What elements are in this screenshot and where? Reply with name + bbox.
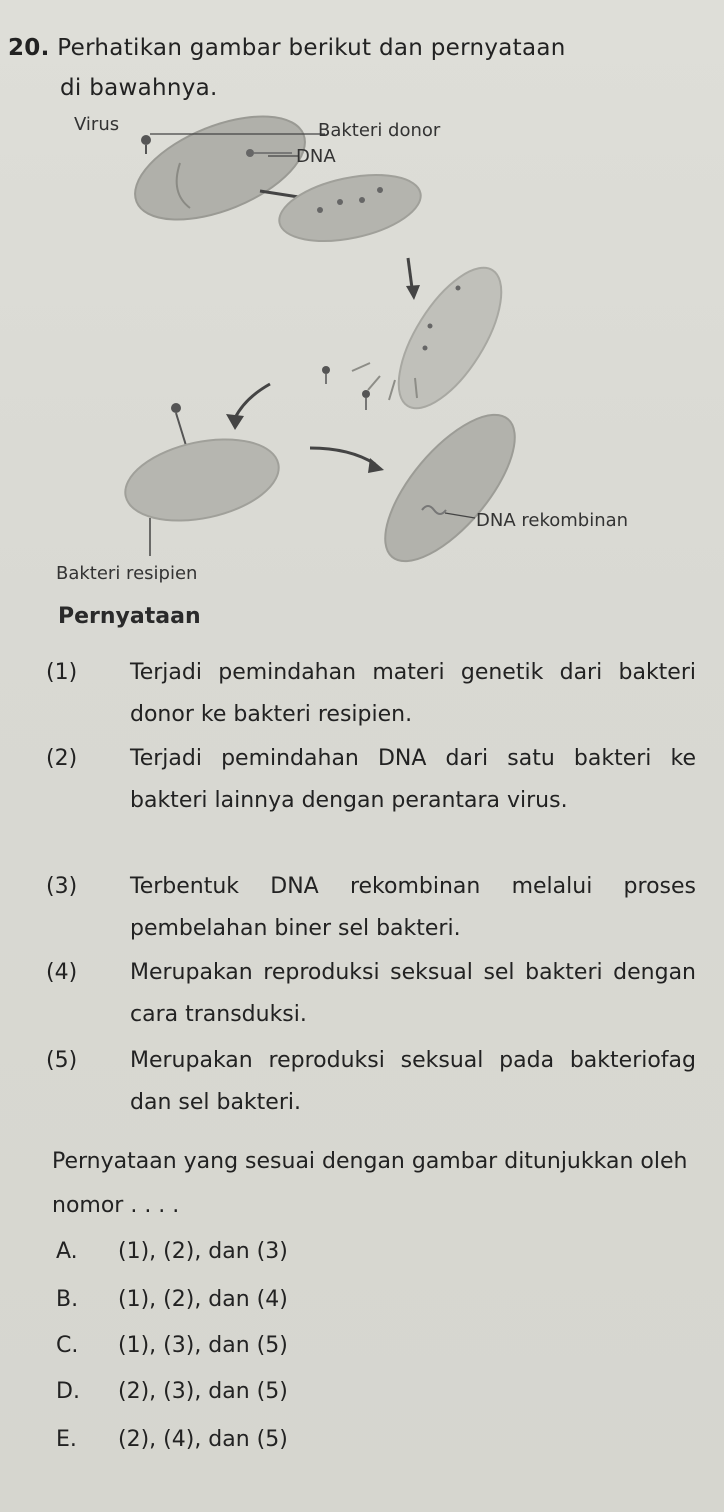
question-header	[8, 28, 708, 108]
question-prompt: Pernyataan yang sesuai dengan gambar ditunjukkan oleh nomor . . . .	[52, 1149, 688, 1218]
recombinant-bacterium	[363, 395, 537, 582]
arrow-4	[310, 448, 375, 464]
statement-3-number: (3)	[46, 874, 78, 899]
dna-label: DNA	[296, 146, 336, 167]
donor-label: Bakteri donor	[318, 120, 441, 141]
option-b-letter: B.	[56, 1287, 79, 1312]
option-e[interactable]	[56, 1420, 288, 1460]
option-a-letter: A.	[56, 1239, 78, 1264]
statement-3	[46, 866, 696, 950]
infected-bacterium	[273, 164, 426, 253]
option-c-text: (1), (3), dan (5)	[118, 1333, 288, 1358]
virus-label: Virus	[74, 114, 120, 135]
recombinant-label: DNA rekombinan	[476, 510, 629, 531]
statement-4-text: Merupakan reproduksi seksual sel bakteri dengan cara transduksi.	[130, 960, 696, 1027]
question-number: 20.	[8, 35, 50, 61]
option-b-text: (1), (2), dan (4)	[118, 1287, 288, 1312]
option-a[interactable]	[56, 1232, 288, 1272]
recipient-label: Bakteri resipien	[56, 563, 198, 584]
option-d[interactable]	[56, 1372, 288, 1412]
statement-4	[46, 952, 696, 1036]
option-c[interactable]	[56, 1326, 288, 1366]
option-b[interactable]	[56, 1280, 288, 1320]
statement-2-text: Terjadi pemindahan DNA dari satu bakteri ke bakteri lainnya dengan perantara virus.	[130, 746, 696, 813]
statement-5-number: (5)	[46, 1048, 78, 1073]
option-e-text: (2), (4), dan (5)	[118, 1427, 288, 1452]
statements-title: Pernyataan	[58, 604, 201, 629]
statement-5-text: Merupakan reproduksi seksual pada bakteriofag dan sel bakteri.	[130, 1048, 696, 1115]
statement-5	[46, 1040, 696, 1124]
option-d-text: (2), (3), dan (5)	[118, 1379, 288, 1404]
lysing-bacterium	[352, 252, 521, 424]
statement-4-number: (4)	[46, 960, 78, 985]
virus-icon	[141, 135, 151, 154]
option-d-letter: D.	[56, 1379, 80, 1404]
option-e-letter: E.	[56, 1427, 77, 1452]
transduction-diagram	[30, 108, 710, 598]
recipient-bacterium	[118, 427, 286, 534]
option-c-letter: C.	[56, 1333, 79, 1358]
statement-1-number: (1)	[46, 660, 78, 685]
statement-2	[46, 738, 696, 822]
question-intro-line2: di bawahnya.	[60, 75, 218, 101]
statement-2-number: (2)	[46, 746, 78, 771]
arrow-2	[408, 258, 412, 288]
option-a-text: (1), (2), dan (3)	[118, 1239, 288, 1264]
statement-1-text: Terjadi pemindahan materi genetik dari bakteri donor ke bakteri resipien.	[130, 660, 696, 727]
statement-1	[46, 652, 696, 736]
released-phages	[322, 366, 370, 410]
question-intro-line1: Perhatikan gambar berikut dan pernyataan	[57, 35, 566, 61]
arrow-3	[235, 384, 270, 418]
statement-3-text: Terbentuk DNA rekombinan melalui proses pembelahan biner sel bakteri.	[130, 874, 696, 941]
